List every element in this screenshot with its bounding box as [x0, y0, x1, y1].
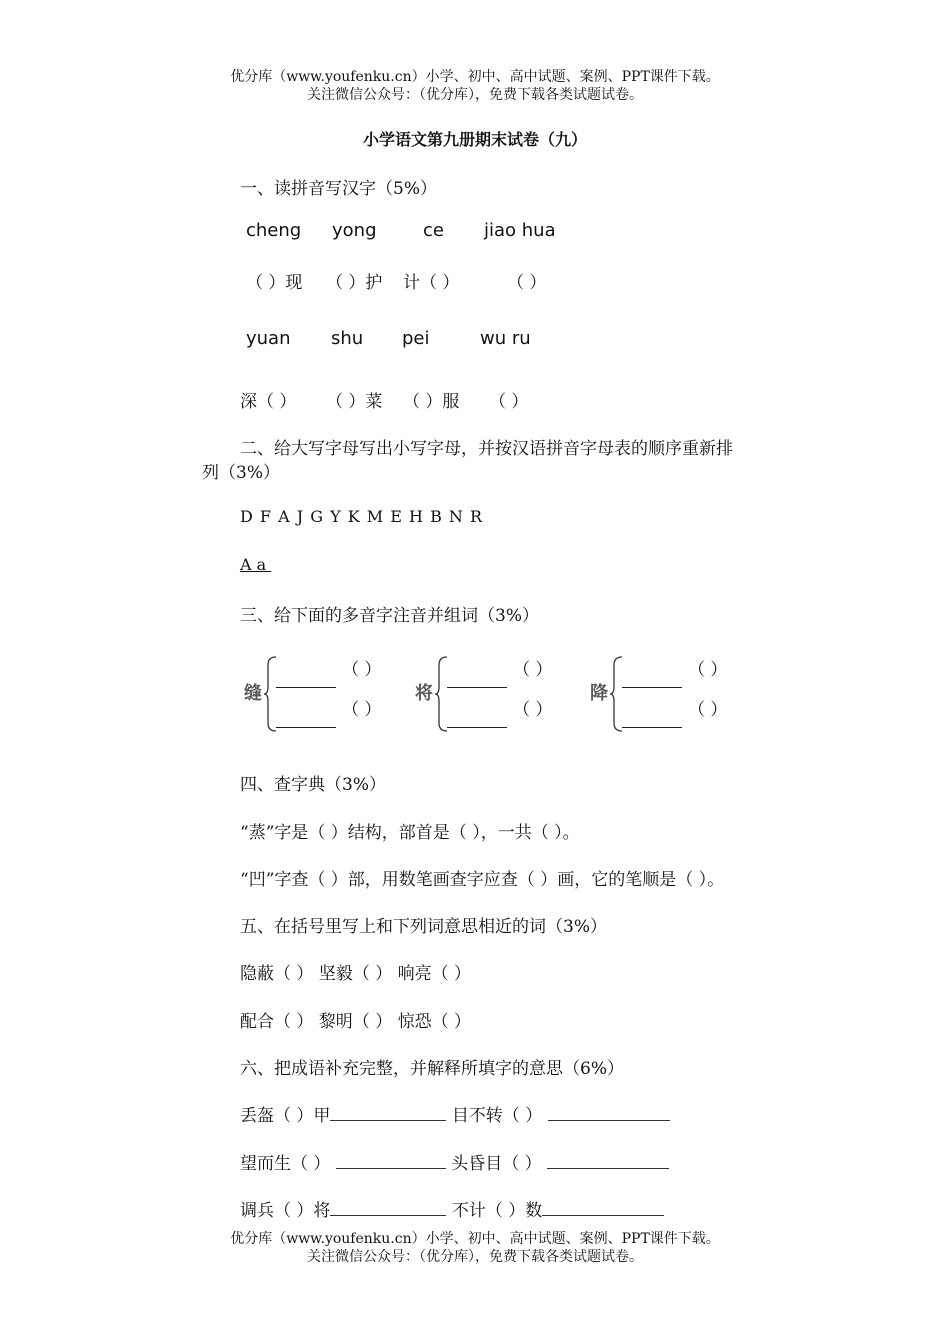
- pinyin-item: cheng: [246, 220, 302, 241]
- pinyin-item: shu: [331, 328, 364, 349]
- header-line-1: 优分库（www.youfenku.cn）小学、初中、高中试题、案例、PPT课件下载。: [230, 69, 720, 85]
- idiom-row: [240, 1101, 670, 1126]
- blank-item: （ ）护: [326, 273, 383, 293]
- curly-brace-icon: [610, 655, 624, 733]
- answer-line[interactable]: [622, 687, 682, 688]
- section6-heading: 六、把成语补充完整，并解释所填字的意思（6%）: [240, 1059, 624, 1079]
- footer-line-1: 优分库（www.youfenku.cn）小学、初中、高中试题、案例、PPT课件下载。: [230, 1231, 720, 1247]
- section4-heading: 四、查字典（3%）: [240, 775, 386, 795]
- blank-item: （ ）服: [403, 392, 460, 412]
- blank-item: （ ）菜: [326, 392, 383, 412]
- answer-line[interactable]: [330, 1104, 446, 1121]
- idiom-item: 目不转（ ）: [451, 1106, 543, 1126]
- section1-heading: 一、读拼音写汉字（5%）: [240, 179, 437, 199]
- polyphone-char: 缝: [244, 683, 262, 704]
- answer-line[interactable]: [548, 1104, 670, 1121]
- curly-brace-icon: [264, 655, 278, 733]
- polyphone-group: [588, 655, 748, 735]
- pinyin-paren: （ ）: [342, 660, 382, 680]
- header-line-2: 关注微信公众号：（优分库），免费下载各类试题试卷。: [307, 87, 643, 103]
- pinyin-item: pei: [402, 328, 430, 349]
- polyphone-group: [242, 655, 402, 735]
- polyphone-group: [413, 655, 573, 735]
- answer-line[interactable]: [336, 1152, 446, 1169]
- blank-item: （ ）现: [246, 273, 303, 293]
- dictionary-question-1: “蒸”字是（ ）结构，部首是（ ），一共（ ）。: [240, 823, 580, 843]
- page-title: 小学语文第九册期末试卷（九）: [362, 130, 587, 149]
- blank-item: （ ）: [489, 392, 529, 412]
- pinyin-item: yuan: [246, 328, 291, 349]
- idiom-item: 不计（ ）数: [451, 1201, 543, 1221]
- footer-line-2: 关注微信公众号：（优分库），免费下载各类试题试卷。: [307, 1249, 643, 1265]
- example-pair: A a: [240, 555, 272, 574]
- answer-line[interactable]: [330, 1199, 446, 1216]
- pinyin-item: wu ru: [480, 328, 531, 349]
- answer-line[interactable]: [542, 1199, 664, 1216]
- pinyin-item: ce: [423, 220, 444, 241]
- blank-item: （ ）: [507, 273, 547, 293]
- dictionary-question-2: “凹”字查（ ）部，用数笔画查字应查（ ）画，它的笔顺是（ ）。: [240, 870, 725, 890]
- answer-line[interactable]: [276, 727, 336, 728]
- answer-line[interactable]: [276, 687, 336, 688]
- pinyin-paren: （ ）: [688, 660, 728, 680]
- section5-heading: 五、在括号里写上和下列词意思相近的词（3%）: [240, 917, 607, 937]
- answer-line[interactable]: [622, 727, 682, 728]
- section2-heading-line1: 二、给大写字母写出小写字母，并按汉语拼音字母表的顺序重新排: [240, 439, 733, 459]
- idiom-item: 望而生（ ）: [240, 1154, 331, 1174]
- curly-brace-icon: [435, 655, 449, 733]
- blank-item: 计（ ）: [403, 273, 460, 293]
- pinyin-paren: （ ）: [342, 700, 382, 720]
- idiom-item: 头昏目（ ）: [451, 1154, 542, 1174]
- idiom-item: 调兵（ ）将: [240, 1201, 331, 1221]
- polyphone-char: 降: [590, 683, 608, 704]
- idiom-item: 丢盔（ ）甲: [240, 1106, 331, 1126]
- idiom-row: [240, 1196, 664, 1221]
- answer-line[interactable]: [447, 687, 507, 688]
- section3-heading: 三、给下面的多音字注音并组词（3%）: [240, 606, 539, 626]
- letter-sequence: D F A J G Y K M E H B N R: [240, 507, 484, 526]
- synonym-row-1: 隐蔽（ ） 坚毅（ ） 响亮（ ）: [240, 964, 472, 984]
- answer-line[interactable]: [547, 1152, 669, 1169]
- pinyin-item: jiao hua: [484, 220, 556, 241]
- answer-line[interactable]: [447, 727, 507, 728]
- pinyin-item: yong: [332, 220, 377, 241]
- pinyin-paren: （ ）: [513, 700, 553, 720]
- blank-item: 深（ ）: [240, 392, 297, 412]
- section2-heading-line2: 列（3%）: [202, 463, 280, 483]
- idiom-row: [240, 1149, 669, 1174]
- polyphone-char: 将: [415, 683, 433, 704]
- pinyin-paren: （ ）: [688, 700, 728, 720]
- pinyin-paren: （ ）: [513, 660, 553, 680]
- synonym-row-2: 配合（ ） 黎明（ ） 惊恐（ ）: [240, 1012, 472, 1032]
